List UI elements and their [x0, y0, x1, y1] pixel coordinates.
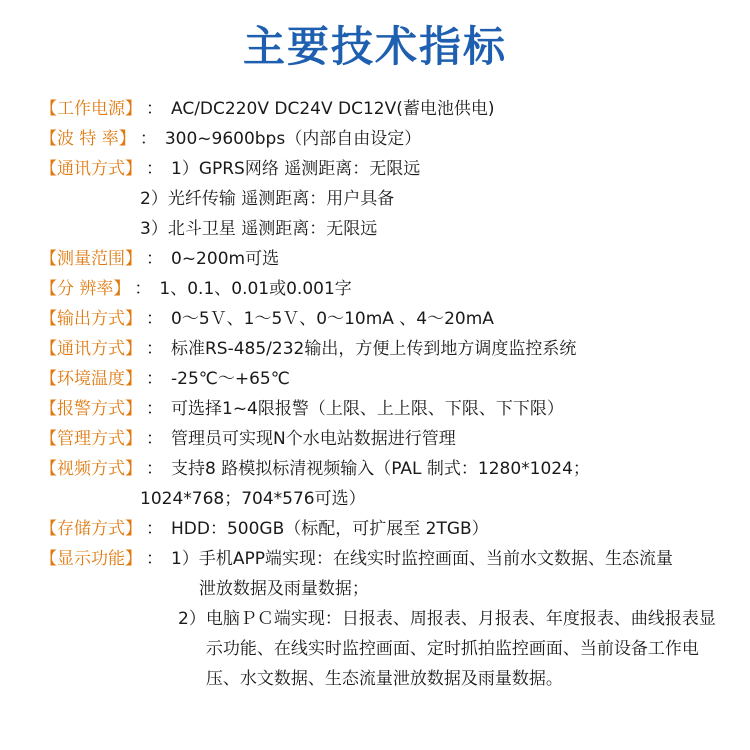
spec-colon: ： [146, 519, 163, 539]
spec-row-comm [40, 154, 720, 184]
spec-value: 300~9600bps（内部自由设定） [164, 129, 422, 149]
spec-row-display-2 [40, 604, 720, 694]
page-title: 主要技术指标 [242, 22, 507, 71]
spec-row-range [40, 244, 720, 274]
spec-colon: ： [146, 399, 163, 419]
spec-colon: ： [146, 429, 163, 449]
spec-colon: ： [146, 99, 163, 119]
display-item-text: 电脑ＰＣ端实现：日报表、周报表、月报表、年度报表、曲线报表显示功能、在线实时监控画面、定时抓拍监控画面、当前设备工作电压、水文数据、生态流量泄放数据及雨量数据。 [205, 609, 716, 689]
spec-label: 【工作电源】 [40, 99, 142, 119]
spec-value: 可选择1~4限报警（上限、上上限、下限、下下限） [171, 399, 564, 419]
spec-row-baud [40, 124, 720, 154]
spec-value: 0~200m可选 [171, 249, 280, 269]
spec-label: 【输出方式】 [40, 309, 142, 329]
display-item-pc [178, 604, 720, 694]
display-item-number: 1） [171, 549, 199, 569]
spec-label: 【分 辨率】 [40, 279, 131, 299]
spec-colon: ： [134, 279, 152, 299]
spec-label: 【通讯方式】 [40, 339, 142, 359]
spec-value: AC/DC220V DC24V DC12V(蓄电池供电) [171, 99, 495, 119]
spec-value: -25℃～+65℃ [171, 369, 290, 389]
spec-value: 标准RS-485/232输出，方便上传到地方调度监控系统 [171, 339, 577, 359]
spec-row-storage [40, 514, 720, 544]
spec-value: 1024*768；704*576可选） [140, 489, 366, 509]
spec-colon: ： [146, 369, 163, 389]
spec-colon: ： [146, 339, 163, 359]
spec-colon: ： [146, 249, 163, 269]
spec-colon: ： [146, 159, 163, 179]
spec-list [40, 94, 720, 694]
spec-value: 管理员可实现N个水电站数据进行管理 [171, 429, 456, 449]
display-item-number: 2） [178, 609, 206, 629]
spec-row-alarm [40, 394, 720, 424]
spec-row-display [40, 544, 720, 604]
spec-colon: ： [146, 549, 163, 569]
spec-label: 【管理方式】 [40, 429, 142, 449]
spec-colon: ： [146, 459, 163, 479]
spec-row-management [40, 424, 720, 454]
spec-row-video [40, 454, 720, 484]
spec-label: 【波 特 率】 [40, 129, 136, 149]
spec-row-video-2 [40, 484, 720, 514]
spec-row-comm-2 [40, 184, 720, 214]
spec-value: 0～5Ｖ、1～5Ｖ、0～10mA 、4～20mA [171, 309, 494, 329]
spec-label: 【环境温度】 [40, 369, 142, 389]
spec-value: 2）光纤传输 遥测距离：用户具备 [140, 189, 395, 209]
display-item-app [171, 544, 720, 604]
spec-value: 3）北斗卫星 遥测距离：无限远 [140, 219, 378, 239]
spec-label: 【报警方式】 [40, 399, 142, 419]
spec-value: HDD：500GB（标配，可扩展至 2TGB） [171, 519, 489, 539]
spec-value: 支持8 路模拟标清视频输入（PAL 制式：1280*1024； [171, 459, 590, 479]
spec-value: 1、0.1、0.01或0.001字 [159, 279, 352, 299]
spec-row-output [40, 304, 720, 334]
spec-label: 【测量范围】 [40, 249, 142, 269]
spec-label: 【存储方式】 [40, 519, 142, 539]
display-item-text: 手机APP端实现：在线实时监控画面、当前水文数据、生态流量泄放数据及雨量数据； [198, 549, 673, 599]
spec-colon: ： [139, 129, 157, 149]
spec-colon: ： [146, 309, 163, 329]
spec-row-temperature [40, 364, 720, 394]
spec-label: 【通讯方式】 [40, 159, 142, 179]
spec-label: 【视频方式】 [40, 459, 142, 479]
spec-value: 1）GPRS网络 遥测距离：无限远 [171, 159, 421, 179]
spec-label: 【显示功能】 [40, 549, 142, 569]
spec-row-power [40, 94, 720, 124]
spec-row-comm-protocol [40, 334, 720, 364]
spec-row-resolution [40, 274, 720, 304]
spec-row-comm-3 [40, 214, 720, 244]
